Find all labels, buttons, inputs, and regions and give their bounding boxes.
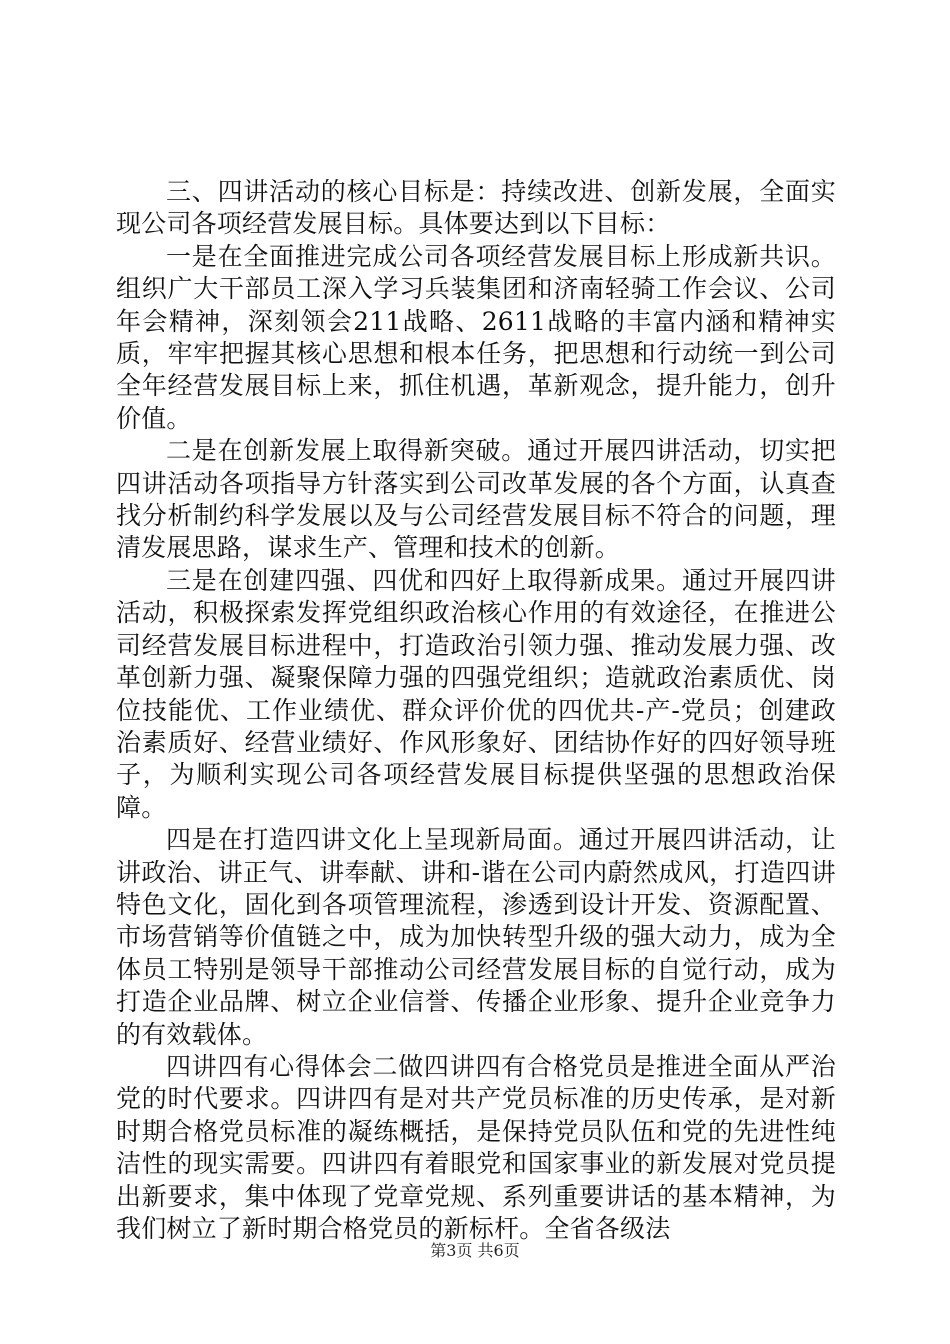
paragraph-goal-two: 二是在创新发展上取得新突破。通过开展四讲活动，切实把四讲活动各项指导方针落实到公司改革发展的各个方面，认真查找分析制约科学发展以及与公司经营发展目标不符合的问题，理清发展思路，谋求生产、管理和技术的创新。 bbox=[116, 436, 836, 563]
paragraph-core-goals: 三、四讲活动的核心目标是：持续改进、创新发展，全面实现公司各项经营发展目标。具体要达到以下目标： bbox=[116, 177, 836, 239]
document-body bbox=[116, 176, 836, 1245]
page-number: 第3页 共6页 bbox=[430, 1241, 520, 1260]
paragraph-reflection: 四讲四有心得体会二做四讲四有合格党员是推进全面从严治党的时代要求。四讲四有是对共产党员标准的历史传承，是对新时期合格党员标准的凝练概括，是保持党员队伍和党的先进性纯洁性的现实需要。四讲四有着眼党和国家事业的新发展对党员提出新要求，集中体现了党章党规、系列重要讲话的基本精神，为我们树立了新时期合格党员的新标杆。全省各级法 bbox=[116, 1051, 836, 1243]
paragraph-goal-four: 四是在打造四讲文化上呈现新局面。通过开展四讲活动，让讲政治、讲正气、讲奉献、讲和-谐在公司内蔚然成风，打造四讲特色文化，固化到各项管理流程，渗透到设计开发、资源配置、市场营销等价值链之中，成为加快转型升级的强大动力，成为全体员工特别是领导干部推动公司经营发展目标的自觉行动，成为打造企业品牌、树立企业信誉、传播企业形象、提升企业竞争力的有效载体。 bbox=[116, 825, 836, 1049]
paragraph-goal-one: 一是在全面推进完成公司各项经营发展目标上形成新共识。组织广大干部员工深入学习兵装集团和济南轻骑工作会议、公司年会精神，深刻领会211战略、2611战略的丰富内涵和精神实质，牢牢把握其核心思想和根本任务，把思想和行动统一到公司全年经营发展目标上来，抓住机遇，革新观念，提升能力，创升价值。 bbox=[116, 241, 836, 433]
paragraph-goal-three: 三是在创建四强、四优和四好上取得新成果。通过开展四讲活动，积极探索发挥党组织政治核心作用的有效途径，在推进公司经营发展目标进程中，打造政治引领力强、推动发展力强、改革创新力强、凝聚保障力强的四强党组织；造就政治素质优、岗位技能优、工作业绩优、群众评价优的四优共-产-党员；创建政治素质好、经营业绩好、作风形象好、团结协作好的四好领导班子，为顺利实现公司各项经营发展目标提供坚强的思想政治保障。 bbox=[116, 565, 836, 822]
